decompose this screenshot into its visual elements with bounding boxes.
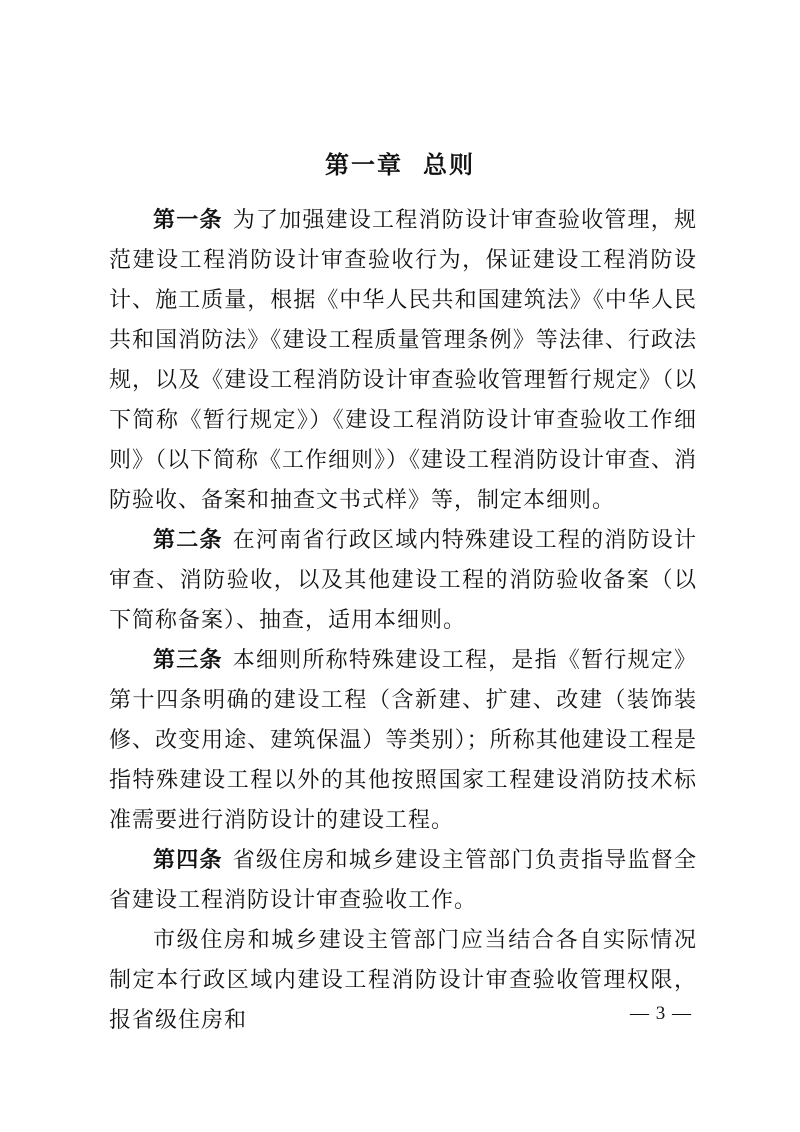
document-body: [109, 201, 697, 1041]
article-label: 第一条: [153, 208, 223, 233]
article-label: 第三条: [153, 648, 223, 673]
article-text: 为了加强建设工程消防设计审查验收管理，规范建设工程消防设计审查验收行为，保证建设工程消防设计、施工质量，根据《中华人民共和国建筑法》《中华人民共和国消防法》《建设工程质量管理条例》等法律、行政法规，以及《建设工程消防设计审查验收管理暂行规定》（以下简称《暂行规定》）《建设工程消防设计审查验收工作细则》（以下简称《工作细则》）《建设工程消防设计审查、消防验收、备案和抽查文书式样》等，制定本细则。: [109, 208, 698, 513]
continuation-paragraph: 市级住房和城乡建设主管部门应当结合各自实际情况制定本行政区域内建设工程消防设计审查验收管理权限，报省级住房和: [109, 928, 697, 1033]
article-3: [109, 641, 697, 841]
chapter-number: 第一章: [325, 151, 403, 179]
article-label: 第四条: [153, 848, 223, 873]
chapter-heading: [0, 145, 800, 180]
chapter-title: 总则: [423, 151, 475, 179]
article-label: 第二条: [153, 528, 223, 553]
article-4: [109, 841, 697, 921]
article-text: 在河南省行政区域内特殊建设工程的消防设计审查、消防验收，以及其他建设工程的消防验收备案（以下简称备案）、抽查，适用本细则。: [109, 528, 697, 633]
article-text: 本细则所称特殊建设工程，是指《暂行规定》第十四条明确的建设工程（含新建、扩建、改建（装饰装修、改变用途、建筑保温）等类别）；所称其他建设工程是指特殊建设工程以外的其他按照国家工程建设消防技术标准需要进行消防设计的建设工程。: [109, 648, 697, 833]
article-1: [109, 201, 697, 521]
article-text: 省级住房和城乡建设主管部门负责指导监督全省建设工程消防设计审查验收工作。: [109, 848, 697, 913]
article-2: [109, 521, 697, 641]
page-number: — 3 —: [630, 1003, 692, 1024]
